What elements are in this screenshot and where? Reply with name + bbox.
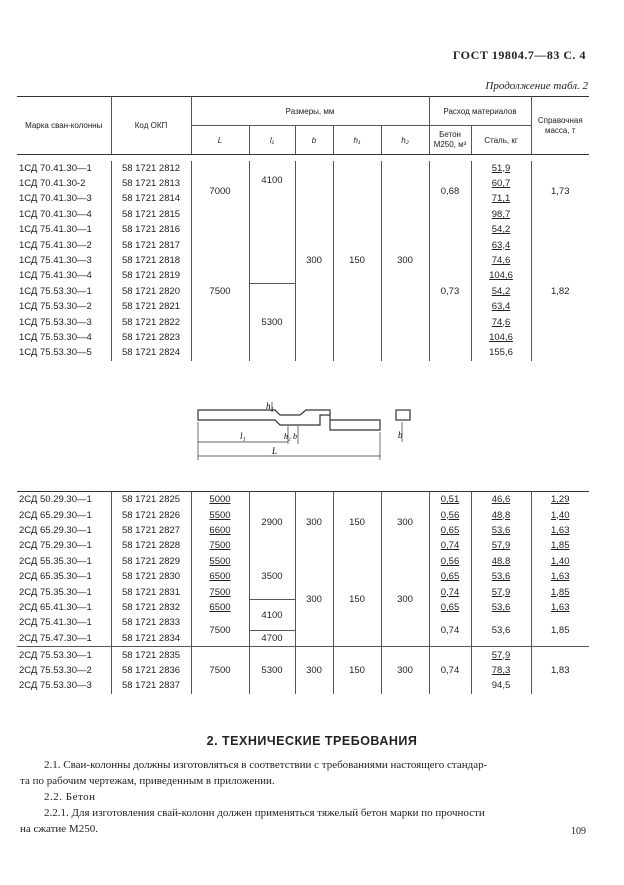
row-L: 5000 [191, 492, 249, 508]
row-steel: 54,2 [471, 284, 531, 299]
row-mark: 1СД 75.53.30—2 [19, 301, 92, 313]
row-code: 58 1721 2814 [111, 191, 191, 206]
paragraph-2-2: 2.2. Бетон [44, 791, 96, 803]
row-mark: 1СД 75.41.30—2 [19, 239, 92, 251]
row-code: 58 1721 2832 [111, 600, 191, 615]
col-header-code: Код ОКП [111, 97, 191, 155]
drawing-label-L: L [272, 446, 278, 456]
cell-mass-a: 1,85 [531, 615, 589, 647]
cell-L-7000: 7000 [191, 161, 249, 223]
row-beton: 0,74 [429, 584, 471, 599]
row-mass: 1,40 [531, 554, 589, 569]
row-beton: 0,65 [429, 569, 471, 584]
row-code: 58 1721 2836 [111, 663, 191, 678]
row-steel: 98,7 [471, 207, 531, 222]
row-mark: 2СД 75.53.30—2 [19, 664, 92, 676]
row-code: 58 1721 2827 [111, 523, 191, 538]
row-mark: 2СД 65.35.30—1 [19, 571, 92, 583]
cell-beton-b: 0,74 [429, 647, 471, 694]
table-continuation-label: Продолжение табл. 2 [485, 80, 588, 92]
row-mark: 1СД 70.41.30—4 [19, 208, 92, 220]
cell-h2: 300 [381, 161, 429, 361]
cell-h2-a: 300 [381, 492, 429, 554]
row-mass: 1,85 [531, 538, 589, 553]
row-steel: 71,1 [471, 191, 531, 206]
drawing-label-b-section: b [398, 430, 403, 440]
cell-b-a: 300 [295, 492, 333, 554]
drawing-label-h1: h₁ [266, 401, 274, 411]
cell-l1-3500: 3500 [249, 554, 295, 600]
cell-h2-b: 300 [381, 554, 429, 647]
row-code: 58 1721 2812 [111, 161, 191, 176]
row-mark: 1СД 75.41.30—3 [19, 255, 92, 267]
row-steel: 74,6 [471, 253, 531, 268]
row-steel: 53,6 [471, 523, 531, 538]
cell-h1: 150 [333, 161, 381, 361]
row-mark: 2СД 65.29.30—1 [19, 509, 92, 521]
drawing-label-b: b [293, 432, 297, 441]
row-mark: 2СД 65.41.30—1 [19, 601, 92, 613]
col-header-mass: Справочная масса, т [531, 97, 589, 155]
cell-mass-b: 1,83 [531, 647, 589, 694]
row-mark: 2СД 75.47.30—1 [19, 632, 92, 644]
cell-beton-a: 0,68 [429, 161, 471, 223]
table-row [17, 492, 589, 508]
row-code: 58 1721 2828 [111, 538, 191, 553]
cell-h1-c: 150 [333, 647, 381, 694]
cell-l1-5300: 5300 [249, 647, 295, 694]
row-code: 58 1721 2834 [111, 631, 191, 647]
row-code: 58 1721 2817 [111, 237, 191, 252]
row-steel: 63,4 [471, 299, 531, 314]
pile-drawing [180, 398, 430, 466]
row-code: 58 1721 2824 [111, 345, 191, 360]
row-mark: 1СД 75.53.30—4 [19, 331, 92, 343]
row-beton: 0,65 [429, 600, 471, 615]
row-code: 58 1721 2833 [111, 615, 191, 630]
col-header-mark: Марка сван-колонны [17, 97, 111, 155]
row-L: 6500 [191, 600, 249, 615]
cell-L-7500: 7500 [191, 222, 249, 361]
row-code: 58 1721 2816 [111, 222, 191, 237]
cell-mass-a: 1,73 [531, 161, 589, 223]
row-mark: 1СД 75.41.30—1 [19, 224, 92, 236]
row-mark: 2СД 75.53.30—3 [19, 680, 92, 692]
row-code: 58 1721 2831 [111, 584, 191, 599]
row-mark: 1СД 75.41.30—4 [19, 270, 92, 282]
row-L: 7500 [191, 538, 249, 553]
cell-h1-b: 150 [333, 554, 381, 647]
cell-L-7500-a: 7500 [191, 615, 249, 647]
col-header-l1: l₁ [249, 126, 295, 155]
row-mark: 2СД 65.29.30—1 [19, 524, 92, 536]
row-beton: 0,56 [429, 554, 471, 569]
row-code: 58 1721 2821 [111, 299, 191, 314]
row-mass: 1,63 [531, 569, 589, 584]
paragraph-2-1-line2: та по рабочим чертежам, приведенным в приложении. [20, 775, 275, 787]
row-mark: 2СД 75.35.30—1 [19, 586, 92, 598]
row-mark: 1СД 70.41.30—1 [19, 162, 92, 174]
cell-l1-4100: 4100 [249, 600, 295, 631]
row-L: 5500 [191, 507, 249, 522]
cell-l1-2900: 2900 [249, 492, 295, 554]
row-code: 58 1721 2818 [111, 253, 191, 268]
row-code: 58 1721 2820 [111, 284, 191, 299]
paragraph-2-1-line1: 2.1. Сваи-колонны должны изготовляться в соответствии с требованиями настоящего стандар- [44, 759, 488, 771]
col-header-materials: Расход материалов [429, 97, 531, 126]
row-steel: 48,8 [471, 507, 531, 522]
row-steel: 94,5 [471, 678, 531, 693]
table-1sd [17, 96, 589, 361]
row-mark: 2СД 50.29.30—1 [19, 494, 92, 506]
col-header-b: b [295, 126, 333, 155]
row-mark: 2СД 75.53.30—1 [19, 649, 92, 661]
row-L: 5500 [191, 554, 249, 569]
cell-b-b: 300 [295, 554, 333, 647]
cell-h1-a: 150 [333, 492, 381, 554]
row-mass: 1,40 [531, 507, 589, 522]
col-header-dims: Размеры, мм [191, 97, 429, 126]
row-steel: 57,9 [471, 538, 531, 553]
row-steel: 104,6 [471, 268, 531, 283]
row-L: 6600 [191, 523, 249, 538]
row-steel: 155,6 [471, 345, 531, 360]
row-steel: 53,6 [471, 600, 531, 615]
row-code: 58 1721 2822 [111, 314, 191, 329]
row-steel: 51,9 [471, 161, 531, 176]
row-L: 6500 [191, 569, 249, 584]
col-header-h1: h₁ [333, 126, 381, 155]
row-steel: 46,6 [471, 492, 531, 508]
row-mass: 1,63 [531, 600, 589, 615]
table-2sd [17, 491, 589, 694]
row-mass: 1,85 [531, 584, 589, 599]
cell-l1-4100: 4100 [249, 161, 295, 284]
table-row [17, 647, 589, 663]
row-mass: 1,63 [531, 523, 589, 538]
row-mass: 1,29 [531, 492, 589, 508]
row-steel: 60,7 [471, 176, 531, 191]
page-header: ГОСТ 19804.7—83 С. 4 [452, 48, 586, 62]
row-steel: 104,6 [471, 330, 531, 345]
row-code: 58 1721 2813 [111, 176, 191, 191]
row-steel: 57,9 [471, 647, 531, 663]
cell-steel-a: 53,6 [471, 615, 531, 647]
row-code: 58 1721 2825 [111, 492, 191, 508]
table-row [17, 554, 589, 569]
row-mark: 1СД 70.41.30-2 [19, 178, 86, 190]
col-header-h2: h₂ [381, 126, 429, 155]
paragraph-2-2-1-line2: на сжатие М250. [20, 823, 98, 835]
section-title: 2. ТЕХНИЧЕСКИЕ ТРЕБОВАНИЯ [206, 734, 418, 748]
row-code: 58 1721 2835 [111, 647, 191, 663]
cell-b-c: 300 [295, 647, 333, 694]
row-code: 58 1721 2829 [111, 554, 191, 569]
row-code: 58 1721 2823 [111, 330, 191, 345]
col-header-L: L [191, 126, 249, 155]
row-beton: 0,74 [429, 538, 471, 553]
row-mark: 2СД 75.29.30—1 [19, 540, 92, 552]
cell-L-7500-b: 7500 [191, 647, 249, 694]
row-code: 58 1721 2830 [111, 569, 191, 584]
cell-beton-a: 0,74 [429, 615, 471, 647]
row-code: 58 1721 2815 [111, 207, 191, 222]
row-mark: 2СД 55.35.30—1 [19, 555, 92, 567]
row-mark: 1СД 75.53.30—1 [19, 285, 92, 297]
row-steel: 53,6 [471, 569, 531, 584]
col-header-steel: Сталь, кг [471, 126, 531, 155]
row-mark: 1СД 75.53.30—5 [19, 347, 92, 359]
row-L: 7500 [191, 584, 249, 599]
row-code: 58 1721 2837 [111, 678, 191, 693]
page-number: 109 [571, 826, 586, 837]
row-mark: 1СД 75.53.30—3 [19, 316, 92, 328]
cell-l1-5300: 5300 [249, 284, 295, 361]
row-steel: 54,2 [471, 222, 531, 237]
row-steel: 63,4 [471, 237, 531, 252]
row-mark: 1СД 70.41.30—3 [19, 193, 92, 205]
row-beton: 0,56 [429, 507, 471, 522]
paragraph-2-2-1-line1: 2.2.1. Для изготовления свай-колонн должен применяться тяжелый бетон марки по прочности [44, 807, 485, 819]
drawing-label-h2: h₂ [284, 432, 291, 441]
cell-mass-b: 1,82 [531, 222, 589, 361]
row-steel: 48.8 [471, 554, 531, 569]
row-steel: 57,9 [471, 584, 531, 599]
cell-b: 300 [295, 161, 333, 361]
cell-l1-4700: 4700 [249, 631, 295, 647]
col-header-beton: Бетон М250, м³ [429, 126, 471, 155]
table-row [17, 161, 589, 176]
row-steel: 74,6 [471, 314, 531, 329]
drawing-label-l1: l₁ [240, 431, 246, 441]
cell-beton-b: 0,73 [429, 222, 471, 361]
cell-h2-c: 300 [381, 647, 429, 694]
row-beton: 0,51 [429, 492, 471, 508]
row-steel: 78,3 [471, 663, 531, 678]
row-code: 58 1721 2819 [111, 268, 191, 283]
row-beton: 0,65 [429, 523, 471, 538]
row-code: 58 1721 2826 [111, 507, 191, 522]
row-mark: 2СД 75.41.30—1 [19, 617, 92, 629]
